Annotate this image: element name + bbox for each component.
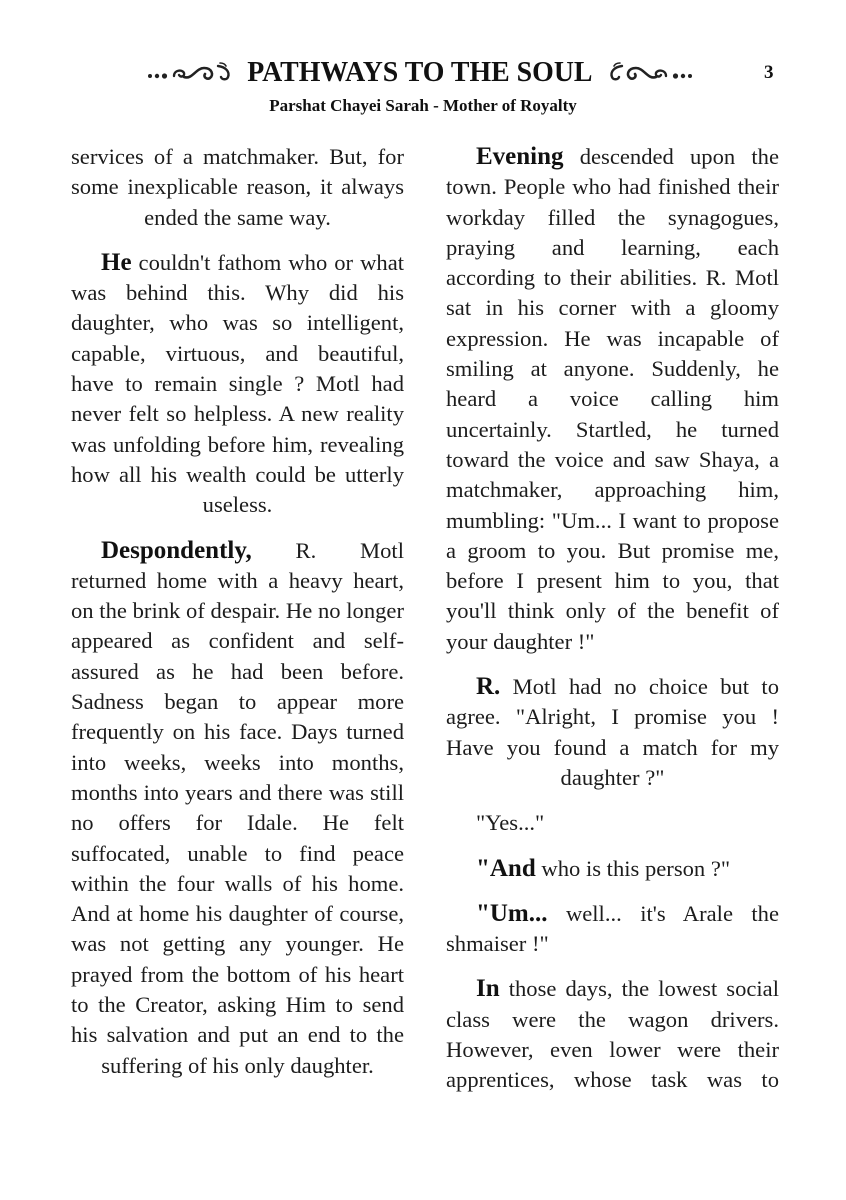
paragraph-text: "Yes..." [476, 810, 545, 836]
paragraph [446, 854, 779, 884]
paragraph [446, 974, 779, 1095]
flourish-left-icon [144, 60, 236, 84]
paragraph [446, 808, 779, 838]
paragraph [446, 672, 779, 793]
paragraph-lead-word: Evening [476, 143, 564, 170]
paragraph [446, 899, 779, 960]
paragraph-lead-word: He [101, 248, 132, 276]
paragraph-lead-word: Despondently, [101, 536, 252, 564]
paragraph [71, 142, 404, 233]
paragraph-text: services of a matchmaker. But, for some inexplicable reason, it always ended the same way. [71, 144, 404, 230]
publication-title: PATHWAYS TO THE SOUL [247, 55, 593, 88]
paragraph-text: who is this person ?" [535, 855, 731, 881]
page-number: 3 [764, 62, 774, 83]
flourish-right-icon [604, 60, 696, 84]
paragraph-lead-word: R. [476, 673, 501, 701]
paragraph-lead-word: "And [476, 854, 536, 882]
paragraph-text: R. Motl returned home with a heavy heart, on the brink of despair. He no longer appeared as confident and self-assured as he had been before. Sadness began to appear more frequently on his face. Days turned into weeks, weeks into months, months into years and there was still no offers for Idale. He felt suffocated, unable to find peace within the four walls of his home. And at home his daughter of course, was not getting any younger. He prayed from the bottom of his heart to the Creator, asking Him to send his salvation and put an end to the suffering of his only daughter. [71, 537, 404, 1078]
paragraph-text: those days, the lowest social class were the wagon drivers. However, even lower were their apprentices, whose task was to [446, 976, 779, 1093]
paragraph-text: Motl had no choice but to agree. "Alright, I promise you ! Have you found a match for my daughter ?" [446, 674, 779, 790]
paragraph-lead-word: In [476, 975, 500, 1003]
page-header [0, 50, 846, 94]
running-title [130, 54, 710, 90]
paragraph [71, 536, 404, 1081]
paragraph-text: descended upon the town. People who had finished their workday filled the synagogues, praying and learning, each according to their abilities. R. Motl sat in his corner with a gloomy expression. He was incapable of smiling at anyone. Suddenly, he heard a voice calling him uncertainly. Startled, he turned toward the voice and saw Shaya, a matchmaker, approaching him, mumbling: "Um... I want to propose a groom to you. But promise me, before I present him to you, that you'll think only of the benefit of your daughter !" [446, 144, 779, 654]
paragraph [446, 142, 779, 657]
paragraph-text: couldn't fathom who or what was behind this. Why did his daughter, who was so intelligent, capable, virtuous, and beautiful, have to remain single ? Motl had never felt so helpless. A new reality was unfolding before him, revealing how all his wealth could be utterly useless. [71, 249, 404, 518]
paragraph [71, 248, 404, 521]
paragraph-lead-word: "Um... [476, 899, 548, 927]
paragraph-text: well... it's Arale the shmaiser !" [446, 900, 779, 957]
right-column [446, 142, 779, 1111]
section-subtitle: Parshat Chayei Sarah - Mother of Royalty [269, 96, 577, 115]
left-column [71, 142, 404, 1096]
